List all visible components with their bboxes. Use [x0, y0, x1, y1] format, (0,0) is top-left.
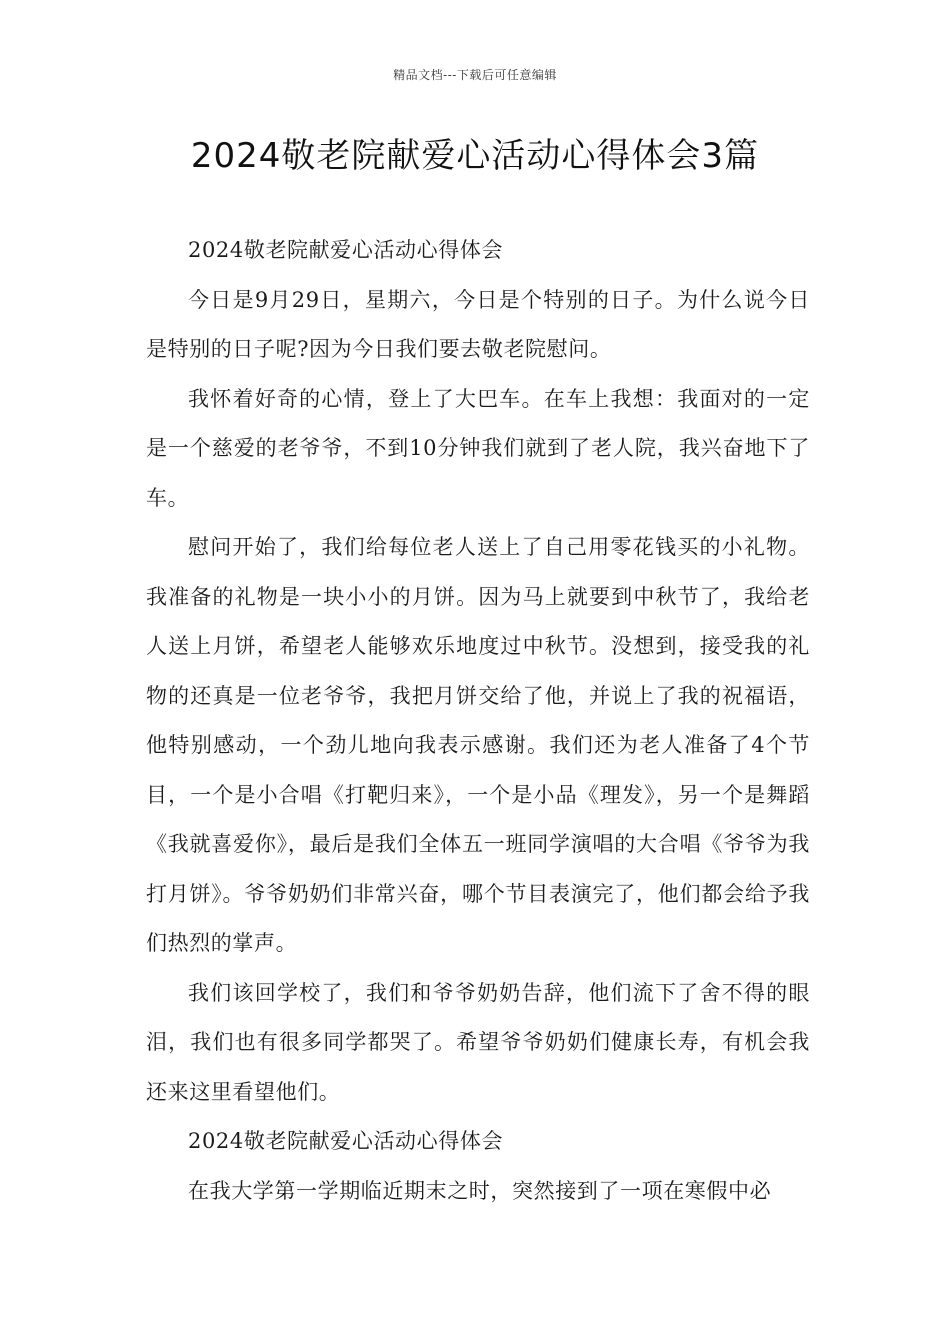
paragraph-farewell: 我们该回学校了，我们和爷爷奶奶告辞，他们流下了舍不得的眼泪，我们也有很多同学都哭了。希望爷爷奶奶们健康长寿，有机会我还来这里看望他们。: [146, 980, 810, 1104]
subheading-2: 2024敬老院献爱心活动心得体会: [188, 1129, 504, 1153]
document-body: [146, 226, 810, 1216]
header-note: 精品文档---下载后可任意编辑: [393, 68, 557, 82]
paragraph-intro: 今日是9月29日，星期六，今日是个特别的日子。为什么说今日是特别的日子呢?因为今日我们要去敬老院慰问。: [146, 287, 810, 361]
paragraph-bus: 我怀着好奇的心情，登上了大巴车。在车上我想：我面对的一定是一个慈爱的老爷爷，不到10分钟我们就到了老人院，我兴奋地下了车。: [146, 386, 810, 510]
paragraph-university: 在我大学第一学期临近期末之时，突然接到了一项在寒假中必: [188, 1178, 772, 1203]
document-title: 2024敬老院献爱心活动心得体会3篇: [190, 136, 760, 176]
paragraph-visit: 慰问开始了，我们给每位老人送上了自己用零花钱买的小礼物。我准备的礼物是一块小小的月饼。因为马上就要到中秋节了，我给老人送上月饼，希望老人能够欢乐地度过中秋节。没想到，接受我的礼物的还真是一位老爷爷，我把月饼交给了他，并说上了我的祝福语，他特别感动，一个劲儿地向我表示感谢。我们还为老人准备了4个节目，一个是小合唱《打靶归来》，一个是小品《理发》，另一个是舞蹈《我就喜爱你》，最后是我们全体五一班同学演唱的大合唱《爷爷为我打月饼》。爷爷奶奶们非常兴奋，哪个节目表演完了，他们都会给予我们热烈的掌声。: [146, 535, 810, 955]
subheading-1: 2024敬老院献爱心活动心得体会: [188, 238, 504, 262]
